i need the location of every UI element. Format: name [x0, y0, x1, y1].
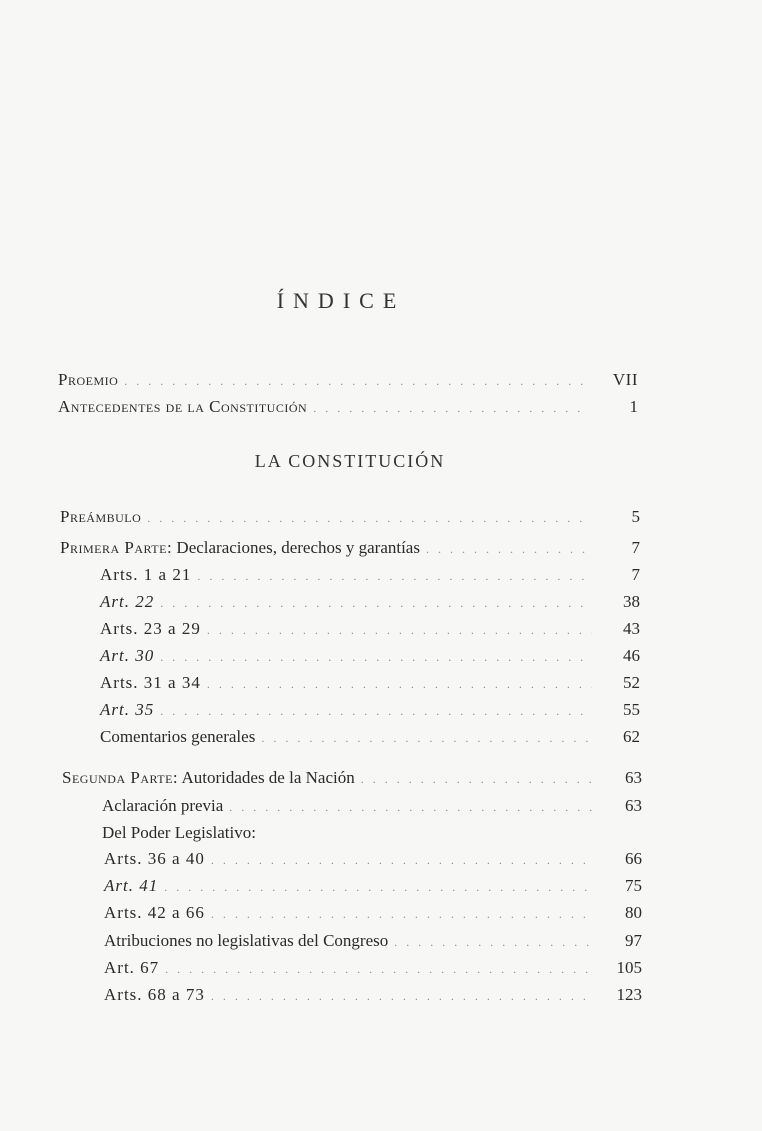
entry-label: Art. 35: [100, 700, 155, 719]
entry-page: 7: [631, 538, 640, 557]
entry-label: Arts. 1 a 21: [100, 565, 192, 584]
leader-dots: [394, 929, 594, 955]
entry-page: 46: [623, 646, 640, 665]
toc-entry-antecedentes[interactable]: [58, 394, 638, 420]
entry-label: Antecedentes de la Constitución: [58, 397, 308, 416]
entry-page: 55: [623, 700, 640, 719]
entry-page: 80: [625, 903, 642, 922]
leader-dots: [197, 563, 592, 589]
entry-page: 63: [625, 796, 642, 815]
entry-label: Aclaración previa: [102, 796, 224, 815]
entry-label: Preámbulo: [60, 507, 142, 526]
leader-dots: [207, 617, 592, 643]
entry-label: [62, 765, 361, 791]
toc-entry-art-35[interactable]: [100, 697, 640, 723]
toc-subheading-poder-legislativo: [102, 820, 642, 846]
toc-entry-art-22[interactable]: [100, 589, 640, 615]
leader-dots: [160, 644, 592, 670]
entry-label: Proemio: [58, 370, 119, 389]
entry-page: 66: [625, 849, 642, 868]
entry-page: 7: [631, 565, 640, 584]
entry-page: 97: [625, 931, 642, 950]
leader-dots: [160, 590, 592, 616]
entry-label: Comentarios generales: [100, 727, 256, 746]
leader-dots: [160, 698, 592, 724]
section-title: LA CONSTITUCIÓN: [254, 451, 446, 471]
toc-entry-primera-parte[interactable]: [60, 535, 640, 561]
leader-dots: [124, 368, 590, 394]
entry-label: Arts. 68 a 73: [104, 985, 205, 1004]
entry-label: Art. 22: [100, 592, 155, 611]
entry-label: Arts. 36 a 40: [104, 849, 205, 868]
entry-label: [60, 535, 426, 561]
leader-dots: [361, 766, 594, 792]
toc-entry-preambulo[interactable]: [60, 504, 640, 530]
part-heading: Primera Parte:: [60, 538, 173, 557]
toc-entry-comentarios[interactable]: [100, 724, 640, 750]
leader-dots: [211, 847, 594, 873]
entry-page: 123: [616, 985, 642, 1004]
part-title: Declaraciones, derechos y garantías: [172, 538, 420, 557]
entry-label: Art. 67: [104, 958, 160, 977]
leader-dots: [261, 725, 592, 751]
toc-entry-aclaracion[interactable]: [102, 793, 642, 819]
leader-dots: [164, 874, 594, 900]
leader-dots: [211, 983, 594, 1009]
leader-dots: [229, 794, 594, 820]
entry-page: 105: [616, 958, 642, 977]
entry-label: Del Poder Legislativo:: [102, 823, 256, 842]
entry-label: Arts. 31 a 34: [100, 673, 201, 692]
leader-dots: [207, 671, 592, 697]
toc-entry-arts-68-73[interactable]: [104, 982, 642, 1008]
entry-label: Atribuciones no legislativas del Congreso: [104, 931, 389, 950]
entry-label: Arts. 42 a 66: [104, 903, 205, 922]
toc-entry-art-30[interactable]: [100, 643, 640, 669]
toc-entry-atribuciones[interactable]: [104, 928, 642, 954]
toc-entry-proemio[interactable]: [58, 367, 638, 393]
leader-dots: [426, 536, 592, 562]
entry-label: Art. 30: [100, 646, 155, 665]
entry-page: 62: [623, 727, 640, 746]
entry-page: 75: [625, 876, 642, 895]
leader-dots: [147, 505, 592, 531]
toc-entry-arts-23-29[interactable]: [100, 616, 640, 642]
toc-entry-arts-1-21[interactable]: [100, 562, 640, 588]
leader-dots: [211, 901, 594, 927]
leader-dots: [165, 956, 594, 982]
entry-label: Arts. 23 a 29: [100, 619, 201, 638]
entry-page: 1: [629, 397, 638, 416]
toc-entry-art-41[interactable]: [104, 873, 642, 899]
page-title: ÍNDICE: [276, 288, 406, 313]
entry-page: 5: [631, 507, 640, 526]
entry-page: VII: [612, 370, 638, 389]
toc-entry-arts-31-34[interactable]: [100, 670, 640, 696]
entry-label: Art. 41: [104, 876, 159, 895]
leader-dots: [313, 395, 590, 421]
toc-entry-segunda-parte[interactable]: [62, 765, 642, 791]
toc-entry-arts-42-66[interactable]: [104, 900, 642, 926]
entry-page: 38: [623, 592, 640, 611]
part-title: Autoridades de la Nación: [178, 768, 355, 787]
toc-entry-arts-36-40[interactable]: [104, 846, 642, 872]
entry-page: 52: [623, 673, 640, 692]
part-heading: Segunda Parte:: [62, 768, 179, 787]
toc-entry-art-67[interactable]: [104, 955, 642, 981]
entry-page: 63: [625, 768, 642, 787]
entry-page: 43: [623, 619, 640, 638]
